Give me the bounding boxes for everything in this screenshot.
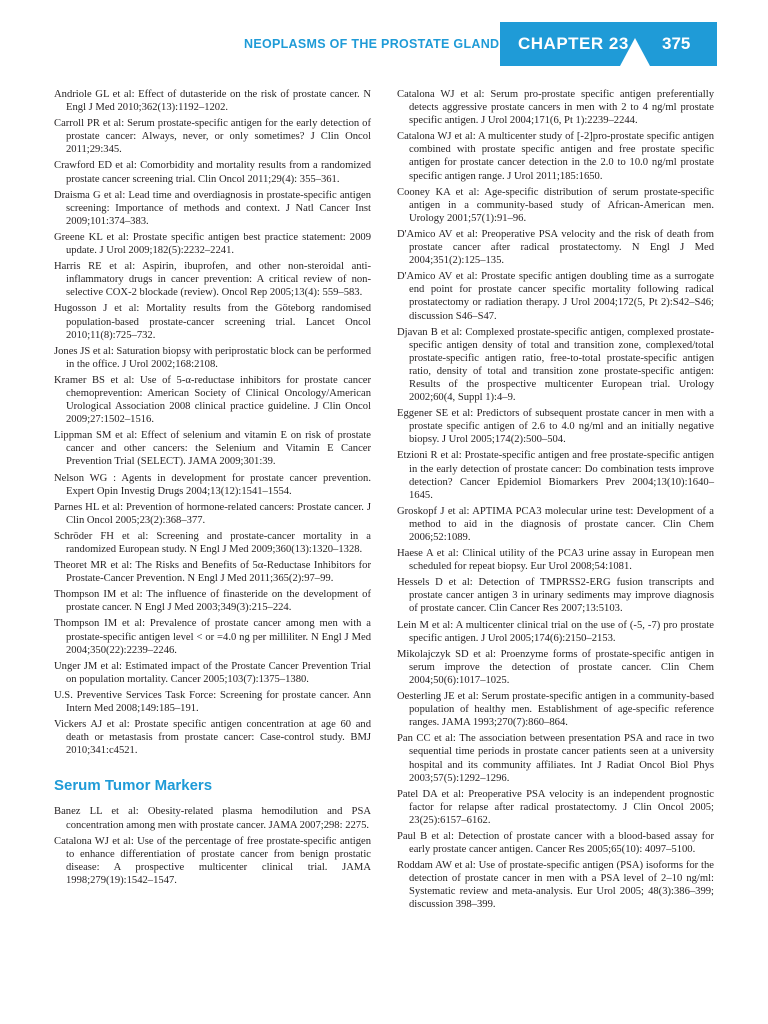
running-title: NEOPLASMS OF THE PROSTATE GLAND (244, 37, 500, 51)
reference-entry: Lippman SM et al: Effect of selenium and vitamin E on risk of prostate cancer and other cancers: the Selenium and Vitamin E Cancer Prevention Trial (SELECT). JAMA 2009;301:39. (54, 430, 371, 468)
reference-entry: Schröder FH et al: Screening and prostate-cancer mortality in a randomized European study. N Engl J Med 2009;360(13):1320–1328. (54, 530, 371, 555)
reference-entry: Catalona WJ et al: A multicenter study of [-2]pro-prostate specific antigen combined with prostate specific antigen and free prostate specific antigen for prostate cancer detection in the 2.0 to 10.0 ng/ml prostate specific antigen range. J Urol 2011;185:1650. (397, 131, 714, 182)
reference-entry: Patel DA et al: Preoperative PSA velocity is an independent prognostic factor for relapse after radical prostatectomy. J Clin Oncol 2005; 23(25):6157–6162. (397, 788, 714, 826)
left-column (54, 88, 371, 890)
right-column (397, 88, 714, 915)
reference-entry: Draisma G et al: Lead time and overdiagnosis in prostate-specific antigen screening: Importance of methods and context. J Natl Cancer Inst 2009;101:374–383. (54, 189, 371, 227)
reference-entry: Paul B et al: Detection of prostate cancer with a blood-based assay for early prostate cancer antigen. Cancer Res 2005;65(10): 4097–5100. (397, 830, 714, 856)
reference-entry: Theoret MR et al: The Risks and Benefits of 5α-Reductase Inhibitors for Prostate-Cancer Prevention. N Engl J Med 2011;365(2):97–99. (54, 560, 371, 585)
banner-notch (620, 38, 650, 66)
reference-entry: Hessels D et al: Detection of TMPRSS2-ERG fusion transcripts and prostate cancer antigen 3 in urinary sediments may improve diagnosis of prostate cancer. Clin Cancer Res 2007;13:5103. (397, 577, 714, 615)
reference-entry: Pan CC et al: The association between presentation PSA and race in two sequential time periods in prostate cancer patients seen at a university hospital and its community affiliates. Int J Radiat Oncol Biol Phys 2003;57(5):1292–1296. (397, 733, 714, 784)
reference-entry: Jones JS et al: Saturation biopsy with periprostatic block can be performed in the office. J Urol 2002;168:2108. (54, 345, 371, 370)
reference-entry: Unger JM et al: Estimated impact of the Prostate Cancer Prevention Trial on population mortality. Cancer 2005;103(7):1375–1380. (54, 660, 371, 685)
reference-entry: Vickers AJ et al: Prostate specific antigen concentration at age 60 and death or metastasis from prostate cancer: Case-control study. BMJ 2010;341:c4521. (54, 719, 371, 757)
reference-entry: Eggener SE et al: Predictors of subsequent prostate cancer in men with a prostate specific antigen of 2.6 to 4.0 ng/ml and an initially negative biopsy. J Urol 2005;174(2):500–504. (397, 408, 714, 446)
chapter-label: CHAPTER 23 (518, 34, 629, 53)
reference-entry: Mikolajczyk SD et al: Proenzyme forms of prostate-specific antigen in serum improve the detection of prostate cancer. Clin Chem 2004;50(6):1017–1025. (397, 648, 714, 686)
reference-entry: Parnes HL et al: Prevention of hormone-related cancers: Prostate cancer. J Clin Oncol 2005;23(2):368–377. (54, 501, 371, 526)
page-number: 375 (662, 34, 691, 53)
reference-entry: Harris RE et al: Aspirin, ibuprofen, and other non-steroidal anti-inflammatory drugs in cancer prevention: A critical review of non-selective COX-2 blockade (review). Oncol Rep 2005;13(4): 559–583. (54, 261, 371, 299)
reference-entry: Hugosson J et al: Mortality results from the Göteborg randomised population-based prostate-cancer screening trial. Lancet Oncol 2010;11(8):725–732. (54, 303, 371, 341)
reference-entry: Greene KL et al: Prostate specific antigen best practice statement: 2009 update. J Urol 2009;182(5):2232–2241. (54, 231, 371, 257)
reference-entry: Lein M et al: A multicenter clinical trial on the use of (-5, -7) pro prostate specific antigen. J Urol 2005;174(6):2150–2153. (397, 619, 714, 644)
reference-entry: D'Amico AV et al: Prostate specific antigen doubling time as a surrogate end point for prostate cancer specific mortality following radical prostatectomy or radiation therapy. J Urol 2004;172(5, Pt 2):S42–S46; discussion S46–S47. (397, 271, 714, 322)
reference-entry: Carroll PR et al: Serum prostate-specific antigen for the early detection of prostate cancer: Always, never, or only sometimes? J Clin Oncol 2011;29:345. (54, 118, 371, 156)
reference-entry: Crawford ED et al: Comorbidity and mortality results from a randomized prostate cancer screening trial. Clin Oncol 2011;29(4): 355–361. (54, 160, 371, 185)
reference-entry: U.S. Preventive Services Task Force: Screening for prostate cancer. Ann Intern Med 2008;149:185–191. (54, 689, 371, 715)
reference-entry: Banez LL et al: Obesity-related plasma hemodilution and PSA concentration among men with prostate cancer. JAMA 2007;298: 2275. (54, 806, 371, 831)
right-reference-list (397, 88, 714, 912)
reference-entry: Nelson WG : Agents in development for prostate cancer prevention. Expert Opin Investig Drugs 2004;13(12):1541–1554. (54, 472, 371, 497)
reference-entry: Andriole GL et al: Effect of dutasteride on the risk of prostate cancer. N Engl J Med 2010;362(13):1192–1202. (54, 89, 371, 114)
reference-entry: D'Amico AV et al: Preoperative PSA velocity and the risk of death from prostate cancer after radical prostatectomy. N Engl J Med 2004;351(2):125–135. (397, 228, 714, 267)
reference-entry: Thompson IM et al: The influence of finasteride on the development of prostate cancer. N Engl J Med 2003;349(3):215–224. (54, 589, 371, 614)
reference-entry: Catalona WJ et al: Use of the percentage of free prostate-specific antigen to enhance differentiation of prostate cancer from benign prostatic disease: A prospective multicenter clinical trial. JAMA 1998;279(19):1542–1547. (54, 835, 371, 886)
reference-entry: Haese A et al: Clinical utility of the PCA3 urine assay in European men scheduled for repeat biopsy. Eur Urol 2008;54:1081. (397, 548, 714, 573)
reference-entry: Kramer BS et al: Use of 5-α-reductase inhibitors for prostate cancer chemoprevention: American Society of Clinical Oncology/American Urological Association 2008 clinical practice guideline. J Clin Oncol 2009;27:1502–1516. (54, 374, 371, 426)
reference-entry: Roddam AW et al: Use of prostate-specific antigen (PSA) isoforms for the detection of prostate cancer in men with a PSA level of 2–10 ng/ml: Systematic review and meta-analysis. Eur Urol 2005; 48(3):386–399; discussion 398–399. (397, 860, 714, 911)
section-title: Serum Tumor Markers (54, 777, 213, 795)
reference-entry: Djavan B et al: Complexed prostate-specific antigen, complexed prostate-specific antigen density of total and transition zone, complexed/total prostate-specific antigen ratio, free-to-total prostate-specific antigen ratio, density of total and transition zone prostate-specific antigen: Results of the prospective multicenter European trial. Urology 2002;60(4, Suppl 1):4–9. (397, 326, 714, 404)
reference-entry: Thompson IM et al: Prevalence of prostate cancer among men with a prostate-specific antigen level < or =4.0 ng per milliliter. N Engl J Med 2004;350(22):2239–2246. (54, 618, 371, 656)
left-reference-list (54, 88, 371, 757)
section-reference-list (54, 805, 371, 887)
reference-entry: Cooney KA et al: Age-specific distribution of serum prostate-specific antigen in a community-based study of African-American men. Urology 2001;57(1):91–96. (397, 186, 714, 224)
reference-entry: Oesterling JE et al: Serum prostate-specific antigen in a community-based population of healthy men. Establishment of age-specific reference ranges. JAMA 1993;270(7):860–864. (397, 691, 714, 729)
reference-entry: Groskopf J et al: APTIMA PCA3 molecular urine test: Development of a method to aid in the diagnosis of prostate cancer. Clin Chem 2006;52:1089. (397, 505, 714, 543)
reference-entry: Catalona WJ et al: Serum pro-prostate specific antigen preferentially detects aggressive prostate cancers in men with 2 to 4 ng/ml prostate specific antigen. J Urol 2004;171(6, Pt 1):2239–2244. (397, 89, 714, 127)
reference-entry: Etzioni R et al: Prostate-specific antigen and free prostate-specific antigen in the early detection of prostate cancer: Do combination tests improve detection? Cancer Epidemiol Biomarkers Prev 2004;13(10):1640–1645. (397, 450, 714, 501)
